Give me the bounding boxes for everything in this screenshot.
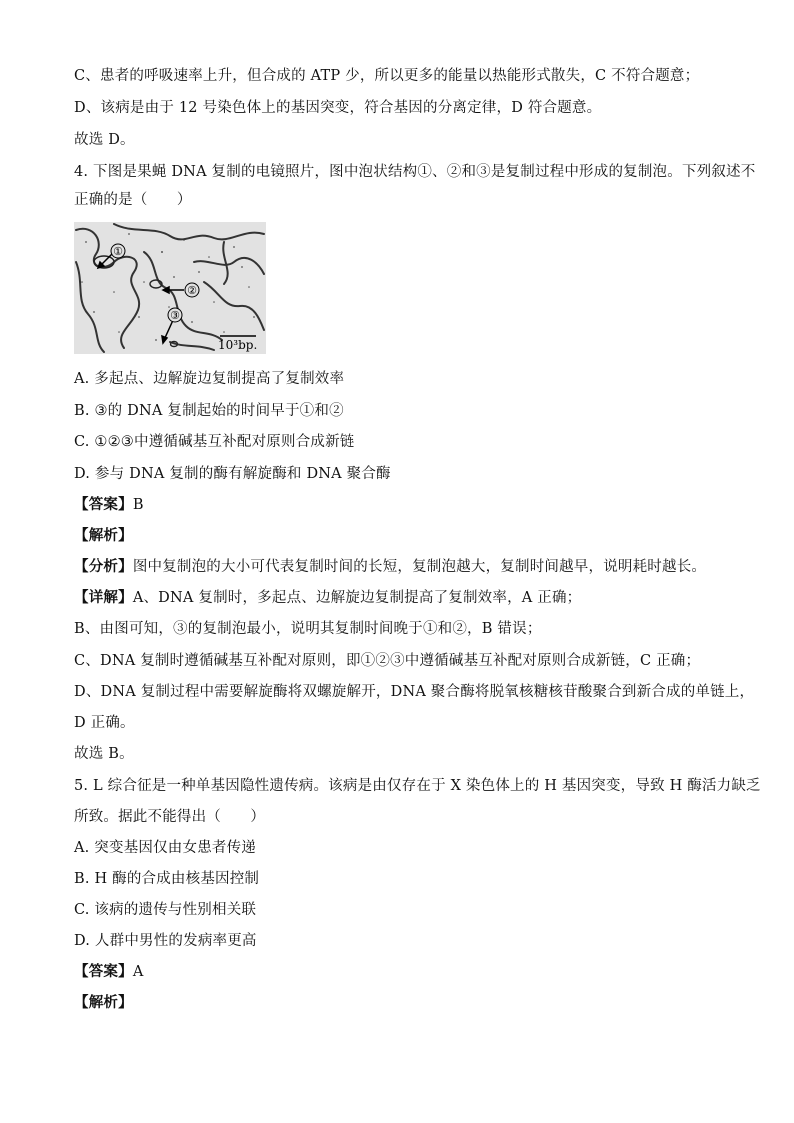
q4-xiangjie-a — [74, 589, 724, 607]
q5-stem-line1: 5. L 综合征是一种单基因隐性遗传病。该病是由仅存在于 X 染色体上的 H 基因突变，导致 H 酶活力缺乏 — [74, 778, 761, 794]
q4-stem-line2: 正确的是（ ） — [74, 192, 192, 208]
q4-option-d: D. 参与 DNA 复制的酶有解旋酶和 DNA 聚合酶 — [74, 466, 391, 482]
fenxi-text: 图中复制泡的大小可代表复制时间的长短，复制泡越大，复制时间越早，说明耗时越长。 — [132, 559, 707, 575]
answer-value: B — [132, 497, 144, 513]
analysis-tag: 【解析】 — [74, 994, 133, 1011]
q5-answer — [74, 963, 724, 981]
prev-analysis-d: D、该病是由于 12 号染色体上的基因突变，符合基因的分离定律，D 符合题意。 — [74, 100, 602, 116]
scale-bar-label: 10³bp. — [218, 338, 258, 352]
q4-xiangjie-d1: D、DNA 复制过程中需要解旋酶将双螺旋解开，DNA 聚合酶将脱氧核糖核苷酸聚合到新合成的单链上， — [74, 684, 755, 700]
q4-fenxi — [74, 558, 724, 576]
q5-option-b: B. H 酶的合成由核基因控制 — [74, 871, 260, 887]
micrograph-drawing — [74, 222, 266, 354]
q4-stem-line1: 4. 下图是果蝇 DNA 复制的电镜照片，图中泡状结构①、②和③是复制过程中形成的复制泡。下列叙述不 — [74, 164, 756, 180]
prev-conclusion: 故选 D。 — [74, 132, 135, 148]
xiangjie-tag: 【详解】 — [74, 589, 133, 606]
q5-stem-line2: 所致。据此不能得出（ ） — [74, 809, 266, 825]
q5-option-c: C. 该病的遗传与性别相关联 — [74, 902, 257, 918]
xiangjie-a-text: A、DNA 复制时，多起点、边解旋边复制提高了复制效率，A 正确； — [132, 590, 582, 606]
answer-tag: 【答案】 — [74, 963, 133, 980]
q4-analysis-heading — [74, 527, 724, 545]
label-1: ① — [113, 245, 123, 258]
q5-option-a: A. 突变基因仅由女患者传递 — [74, 840, 256, 856]
answer-value: A — [132, 964, 144, 980]
prev-analysis-c: C、患者的呼吸速率上升，但合成的 ATP 少，所以更多的能量以热能形式散失，C 不符合题意； — [74, 68, 700, 84]
q4-option-a: A. 多起点、边解旋边复制提高了复制效率 — [74, 371, 345, 387]
q4-option-b: B. ③的 DNA 复制起始的时间早于①和② — [74, 403, 344, 419]
answer-tag: 【答案】 — [74, 496, 133, 513]
q4-option-c: C. ①②③中遵循碱基互补配对原则合成新链 — [74, 434, 355, 450]
label-3: ③ — [170, 309, 180, 322]
q4-answer — [74, 496, 724, 514]
dna-replication-micrograph — [74, 222, 266, 354]
fenxi-tag: 【分析】 — [74, 558, 133, 575]
analysis-tag: 【解析】 — [74, 527, 133, 544]
q4-xiangjie-c: C、DNA 复制时遵循碱基互补配对原则，即①②③中遵循碱基互补配对原则合成新链，C 正确； — [74, 653, 701, 669]
label-2: ② — [187, 284, 197, 297]
q4-xiangjie-d2: D 正确。 — [74, 715, 135, 731]
q5-option-d: D. 人群中男性的发病率更高 — [74, 933, 257, 949]
q4-conclusion: 故选 B。 — [74, 746, 134, 762]
micrograph-background — [74, 222, 266, 354]
q4-xiangjie-b: B、由图可知，③的复制泡最小，说明其复制时间晚于①和②，B 错误； — [74, 621, 542, 637]
q5-analysis-heading — [74, 994, 724, 1012]
